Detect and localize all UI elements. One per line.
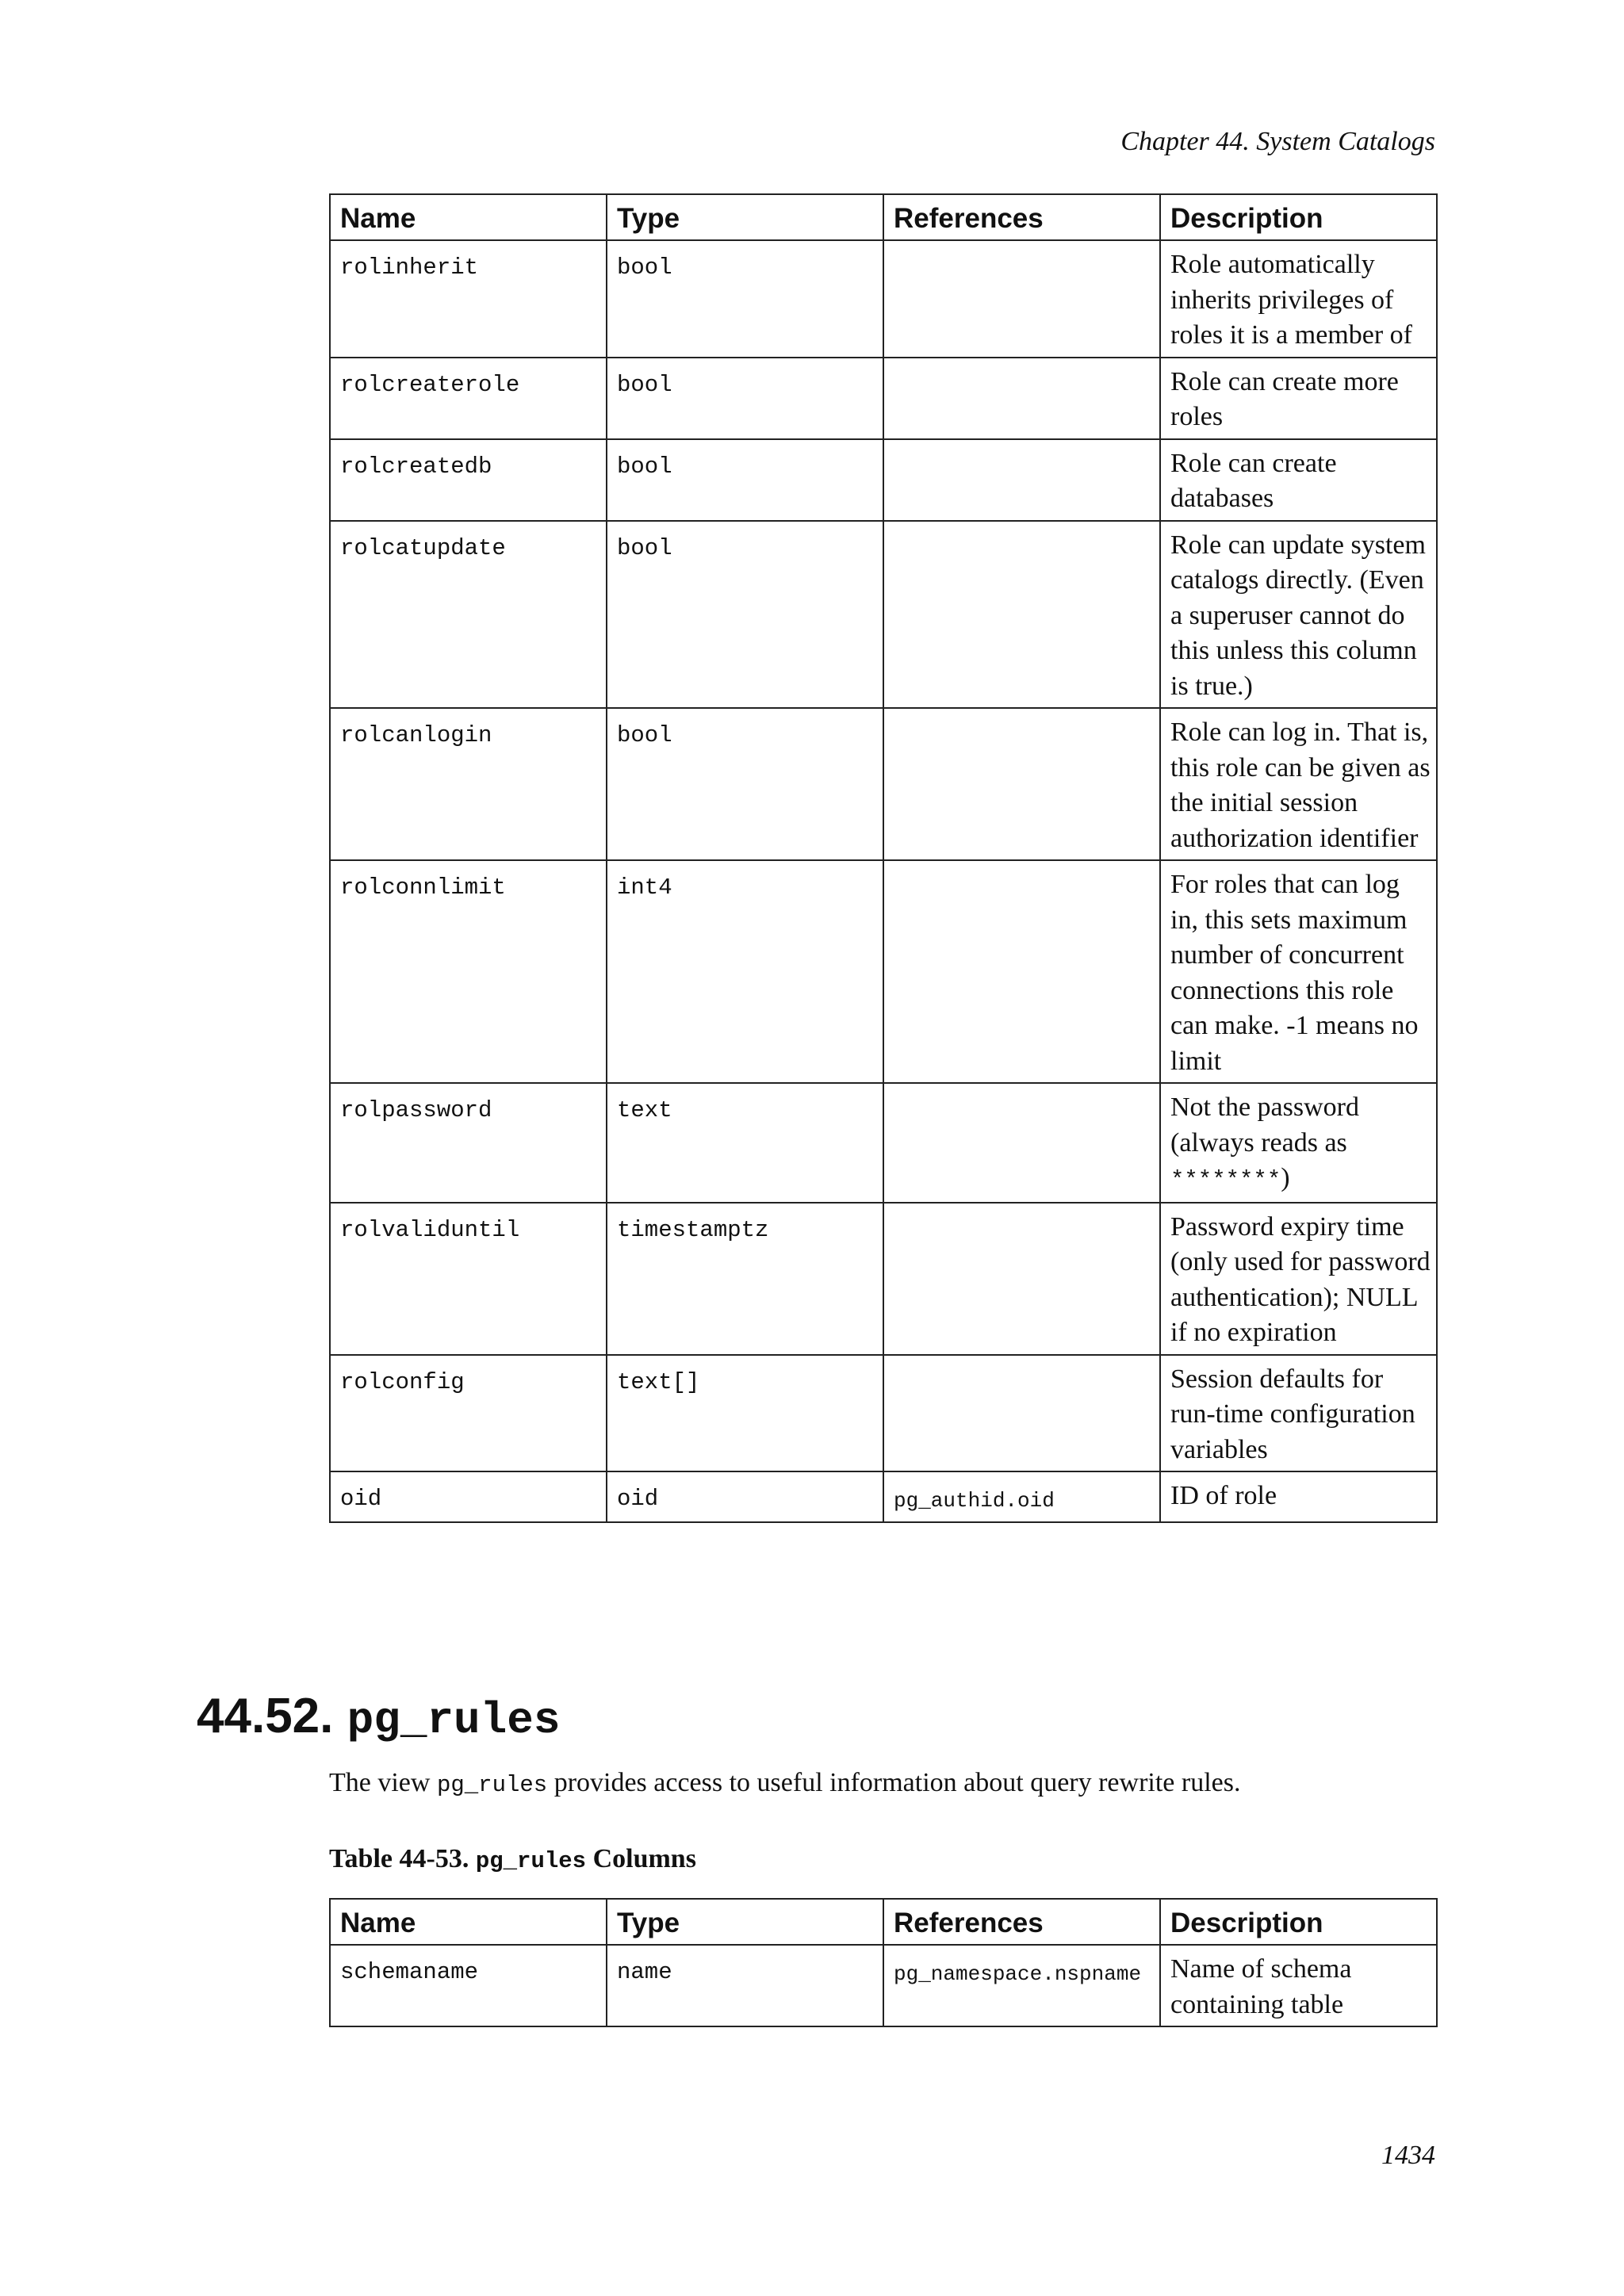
table-row <box>330 1355 1437 1472</box>
cell-references <box>883 1203 1160 1355</box>
cell-name: rolcanlogin <box>330 708 607 860</box>
cell-type: oid <box>607 1471 883 1522</box>
cell-name: rolcreaterole <box>330 358 607 439</box>
table-row <box>330 439 1437 521</box>
cell-type: bool <box>607 708 883 860</box>
column-header-name: Name <box>330 194 607 240</box>
column-header-description: Description <box>1160 194 1437 240</box>
cell-name: schemaname <box>330 1945 607 2026</box>
cell-description: For roles that can log in, this sets maximum number of concurrent connections this role can make. -1 means no limit <box>1160 860 1437 1083</box>
cell-name: rolconfig <box>330 1355 607 1472</box>
cell-description: Role can log in. That is, this role can be given as the initial session authorization identifier <box>1160 708 1437 860</box>
cell-references: pg_namespace.nspname <box>883 1945 1160 2026</box>
description-text: Not the password (always reads as <box>1170 1093 1359 1158</box>
cell-description <box>1160 1083 1437 1203</box>
cell-description: Password expiry time (only used for password authentication); NULL if no expiration <box>1160 1203 1437 1355</box>
intro-code: pg_rules <box>436 1772 548 1798</box>
cell-type: text <box>607 1083 883 1203</box>
cell-references <box>883 358 1160 439</box>
table-row <box>330 1471 1437 1522</box>
intro-text-end: provides access to useful information about query rewrite rules. <box>547 1768 1241 1797</box>
running-head: Chapter 44. System Catalogs <box>1120 127 1435 156</box>
section-heading <box>197 1689 560 1748</box>
column-header-references: References <box>883 1899 1160 1945</box>
cell-type: text[] <box>607 1355 883 1472</box>
page-number: 1434 <box>1381 2141 1435 2170</box>
cell-references <box>883 240 1160 358</box>
cell-type: int4 <box>607 860 883 1083</box>
cell-references <box>883 1355 1160 1472</box>
table-row <box>330 240 1437 358</box>
cell-name: rolvaliduntil <box>330 1203 607 1355</box>
table-row <box>330 358 1437 439</box>
column-header-type: Type <box>607 1899 883 1945</box>
caption-label: Table 44-53. <box>329 1844 476 1873</box>
cell-references <box>883 708 1160 860</box>
cell-description: Session defaults for run-time configuration variables <box>1160 1355 1437 1472</box>
table-header-row <box>330 1899 1437 1945</box>
pg-authid-columns-table <box>329 193 1438 1523</box>
table-row <box>330 1945 1437 2026</box>
column-header-name: Name <box>330 1899 607 1945</box>
cell-description: Role automatically inherits privileges of roles it is a member of <box>1160 240 1437 358</box>
cell-name: rolcatupdate <box>330 521 607 709</box>
column-header-references: References <box>883 194 1160 240</box>
cell-type: bool <box>607 521 883 709</box>
table-row <box>330 1083 1437 1203</box>
cell-name: rolconnlimit <box>330 860 607 1083</box>
cell-references <box>883 439 1160 521</box>
cell-name: rolcreatedb <box>330 439 607 521</box>
description-code: ******** <box>1170 1167 1281 1193</box>
table-row <box>330 860 1437 1083</box>
cell-name: oid <box>330 1471 607 1522</box>
cell-description: Name of schema containing table <box>1160 1945 1437 2026</box>
cell-references <box>883 1083 1160 1203</box>
table-row <box>330 708 1437 860</box>
cell-name: rolinherit <box>330 240 607 358</box>
cell-type: bool <box>607 240 883 358</box>
caption-suffix: Columns <box>586 1844 696 1873</box>
description-text-end: ) <box>1281 1163 1290 1192</box>
table-caption <box>329 1841 696 1880</box>
cell-type: bool <box>607 358 883 439</box>
cell-description: Role can update system catalogs directly. (Even a superuser cannot do this unless this column is true.) <box>1160 521 1437 709</box>
cell-type: timestamptz <box>607 1203 883 1355</box>
table-row <box>330 521 1437 709</box>
cell-description: Role can create databases <box>1160 439 1437 521</box>
cell-description: Role can create more roles <box>1160 358 1437 439</box>
cell-name: rolpassword <box>330 1083 607 1203</box>
column-header-type: Type <box>607 194 883 240</box>
cell-description: ID of role <box>1160 1471 1437 1522</box>
cell-references <box>883 521 1160 709</box>
section-intro <box>329 1765 1240 1804</box>
cell-type: bool <box>607 439 883 521</box>
caption-code: pg_rules <box>475 1848 587 1874</box>
cell-references <box>883 860 1160 1083</box>
cell-references: pg_authid.oid <box>883 1471 1160 1522</box>
pg-rules-columns-table <box>329 1898 1438 2027</box>
section-title-code: pg_rules <box>347 1695 561 1746</box>
table-header-row <box>330 194 1437 240</box>
table-row <box>330 1203 1437 1355</box>
cell-type: name <box>607 1945 883 2026</box>
intro-text: The view <box>329 1768 437 1797</box>
section-number: 44.52. <box>197 1689 334 1743</box>
column-header-description: Description <box>1160 1899 1437 1945</box>
